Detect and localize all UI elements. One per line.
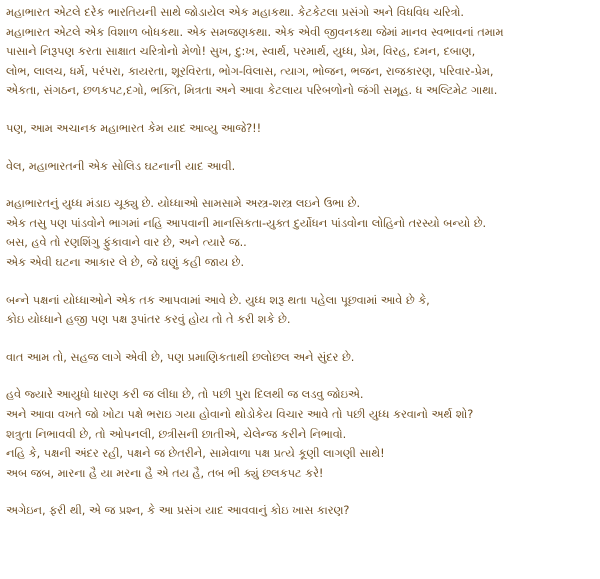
paragraph-offer [6, 291, 596, 330]
paragraph-intro [6, 3, 596, 101]
text-line: હવે જ્યારે આયુધો ધારણ કરી જ લીધા છે, તો પછી પુરા દિલથી જ લડવુ જોઇએ. [6, 387, 364, 402]
text-line: કોઇ યોધ્ધાને હજી પણ પક્ષ રૂપાંતર કરવું હોય તો તે કરી શકે છે. [6, 312, 291, 327]
paragraph-war-setup [6, 194, 596, 272]
paragraph-closing [6, 501, 596, 521]
text-line: વાત આમ તો, સહજ લાગે એવી છે, પણ પ્રમાણિકતાથી છલોછલ અને સુંદર છે. [6, 349, 355, 364]
text-line: શત્રુતા નિભાવવી છે, તો ઓપનલી, છત્રીસની છાતીએ, ચેલેન્જ કરીને નિભાવો. [6, 426, 347, 441]
article-text [6, 3, 596, 539]
text-line: મહાભારત એટલે દરેક ભારતિયની સાથે જોડાયેલ એક મહાકથા. કેટકેટલા પ્રસંગો અને વિધવિધ ચરિત્રો. [6, 5, 464, 19]
text-line: પાસાને નિરૂપણ કરતા સાક્ષાત ચરિત્રોનો મેળો! સુખ, દુ:ખ, સ્વાર્થ, પરમાર્થ, યુધ્ધ, પ્રેમ, વિરહ, દમન, દબાણ, [6, 44, 476, 59]
paragraph-question [6, 119, 596, 139]
text-line: વેલ, મહાભારતની એક સોલિડ ઘટનાની યાદ આવી. [6, 158, 236, 173]
paragraph-reflection [6, 385, 596, 483]
text-line: બસ, હવે તો રણશિંગુ ફુંકાવાને વાર છે, અને ત્યારે જ.. [6, 235, 247, 250]
text-line: અગેઇન, ફરી થી, એ જ પ્રશ્ન, કે આ પ્રસંગ યાદ આવવાનું કોઇ ખાસ કારણ? [6, 503, 350, 518]
text-line: પણ, આમ અચાનક મહાભારત કેમ યાદ આવ્યુ આજે?!! [6, 120, 262, 135]
text-line: એકતા, સંગઠન, છળકપટ,દગો, ભક્તિ, મિત્રતા અને આવા કેટલાય પરિબળોનો જંગી સમૂહ. ધ અલ્ટિમેટ ગાથા. [6, 83, 498, 98]
text-line: એક તસુ પણ પાંડવોને ભાગમાં નહિ આપવાની માનસિકતા-યુક્ત દુર્યોધન પાંડવોના લોહિનો તરસ્યો બન્યો છે. [6, 215, 487, 230]
text-line: અબ જબ, મારના હૈ યા મરના હૈ એ તય હૈ, તબ ભી ક્યું છલકપટ કરે! [6, 465, 324, 480]
text-line: મહાભારતનું યુધ્ધ મંડાઇ ચૂક્યુ છે. યોધ્ધાઓ સામસામે અસ્ત્ર-શસ્ત્ર લઇને ઉભા છે. [6, 196, 361, 211]
text-line: નહિ કે, પક્ષની અંદર રહી, પક્ષને જ છેતરીને, સામેવાળા પક્ષ પ્રત્યે કૂણી લાગણી સાથે! [6, 446, 385, 461]
paragraph-answer [6, 157, 596, 177]
text-line: એક એવી ઘટના આકાર લે છે, જે ઘણું કહી જાય છે. [6, 254, 245, 269]
text-line: મહાભારત એટલે એક વિશાળ બોધકથા. એક સમજણકથા. એક એવી જીવનકથા જેમાં માનવ સ્વભાવનાં તમામ [6, 24, 504, 39]
text-line: અને આવા વખતે જો ખોટા પક્ષે ભરાઇ ગયા હોવાનો થોડોકેય વિચાર આવે તો પછી યુધ્ધ કરવાનો અર્થ શો? [6, 406, 474, 421]
text-line: બન્ને પક્ષનાં યોધ્ધાઓને એક તક આપવામાં આવે છે. યુધ્ધ શરૂ થતા પહેલા પૂછવામાં આવે છે કે, [6, 292, 430, 307]
paragraph-comment [6, 348, 596, 368]
text-line: લોભ, લાલચ, ધર્મ, પરંપરા, કાયરતા, શૂરવિરતા, ભોગ-વિલાસ, ત્યાગ, ભોજન, ભજન, રાજકારણ, પરિવાર-પ્રેમ, [6, 63, 494, 78]
